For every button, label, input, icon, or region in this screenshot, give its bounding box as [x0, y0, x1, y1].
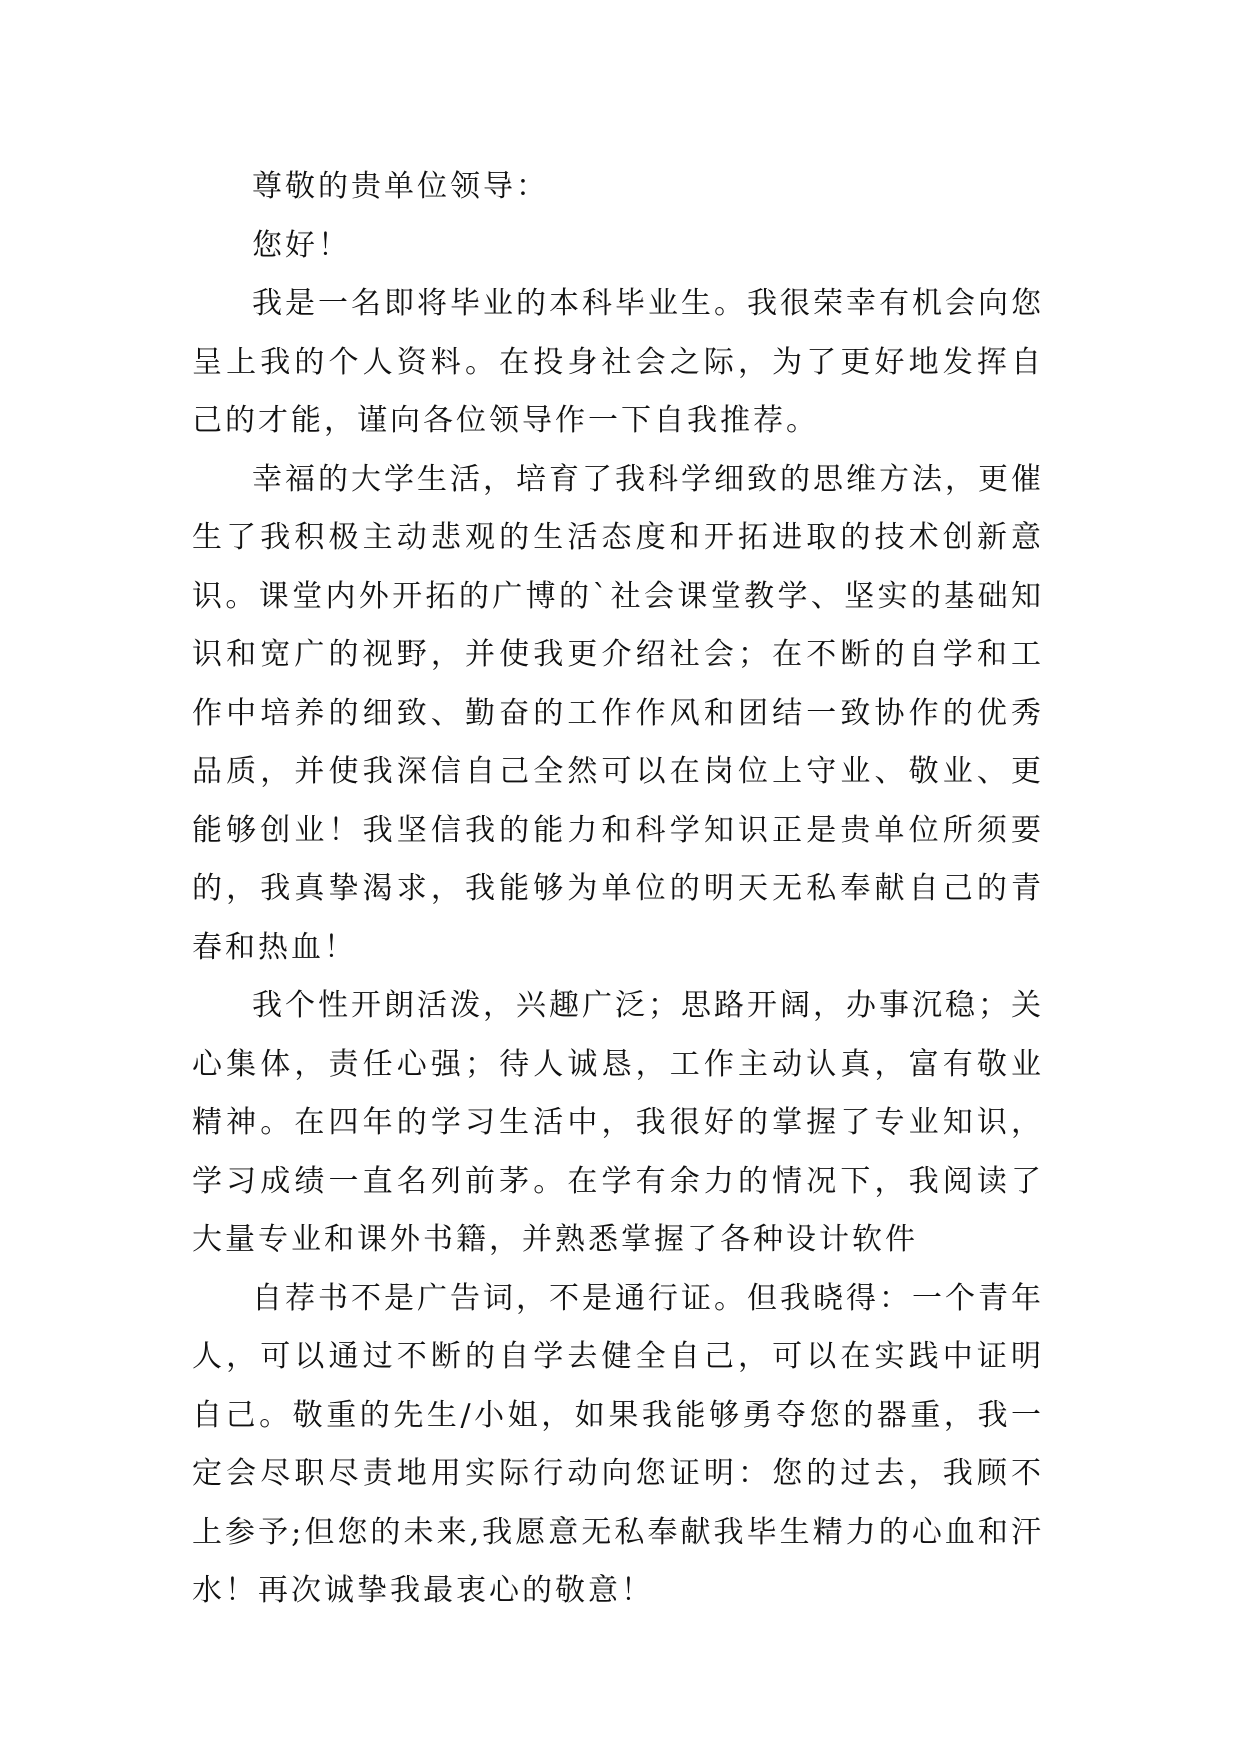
letter-body [192, 158, 1044, 1621]
paragraph-personality: 我个性开朗活泼，兴趣广泛；思路开阔，办事沉稳；关心集体，责任心强；待人诚恳，工作主动认真，富有敬业精神。在四年的学习生活中，我很好的掌握了专业知识，学习成绩一直名列前茅。在学有余力的情况下，我阅读了大量专业和课外书籍，并熟悉掌握了各种设计软件 [192, 988, 1044, 1257]
paragraph-intro: 我是一名即将毕业的本科毕业生。我很荣幸有机会向您呈上我的个人资料。在投身社会之际，为了更好地发挥自己的才能，谨向各位领导作一下自我推荐。 [192, 286, 1044, 438]
salutation: 尊敬的贵单位领导： [252, 169, 549, 204]
paragraph-education: 幸福的大学生活，培育了我科学细致的思维方法，更催生了我积极主动悲观的生活态度和开拓进取的技术创新意识。课堂内外开拓的广博的`社会课堂教学、坚实的基础知识和宽广的视野，并使我更介绍社会；在不断的自学和工作中培养的细致、勤奋的工作作风和团结一致协作的优秀品质，并使我深信自己全然可以在岗位上守业、敬业、更能够创业！我坚信我的能力和科学知识正是贵单位所须要的，我真挚渴求，我能够为单位的明天无私奉献自己的青春和热血！ [192, 461, 1044, 965]
paragraph-closing: 自荐书不是广告词，不是通行证。但我晓得：一个青年人，可以通过不断的自学去健全自己，可以在实践中证明自己。敬重的先生/小姐，如果我能够勇夺您的器重，我一定会尽职尽责地用实际行动向您证明：您的过去，我顾不上参予;但您的未来,我愿意无私奉献我毕生精力的心血和汗水！再次诚挚我最衷心的敬意！ [192, 1280, 1044, 1608]
greeting: 您好！ [252, 227, 351, 263]
